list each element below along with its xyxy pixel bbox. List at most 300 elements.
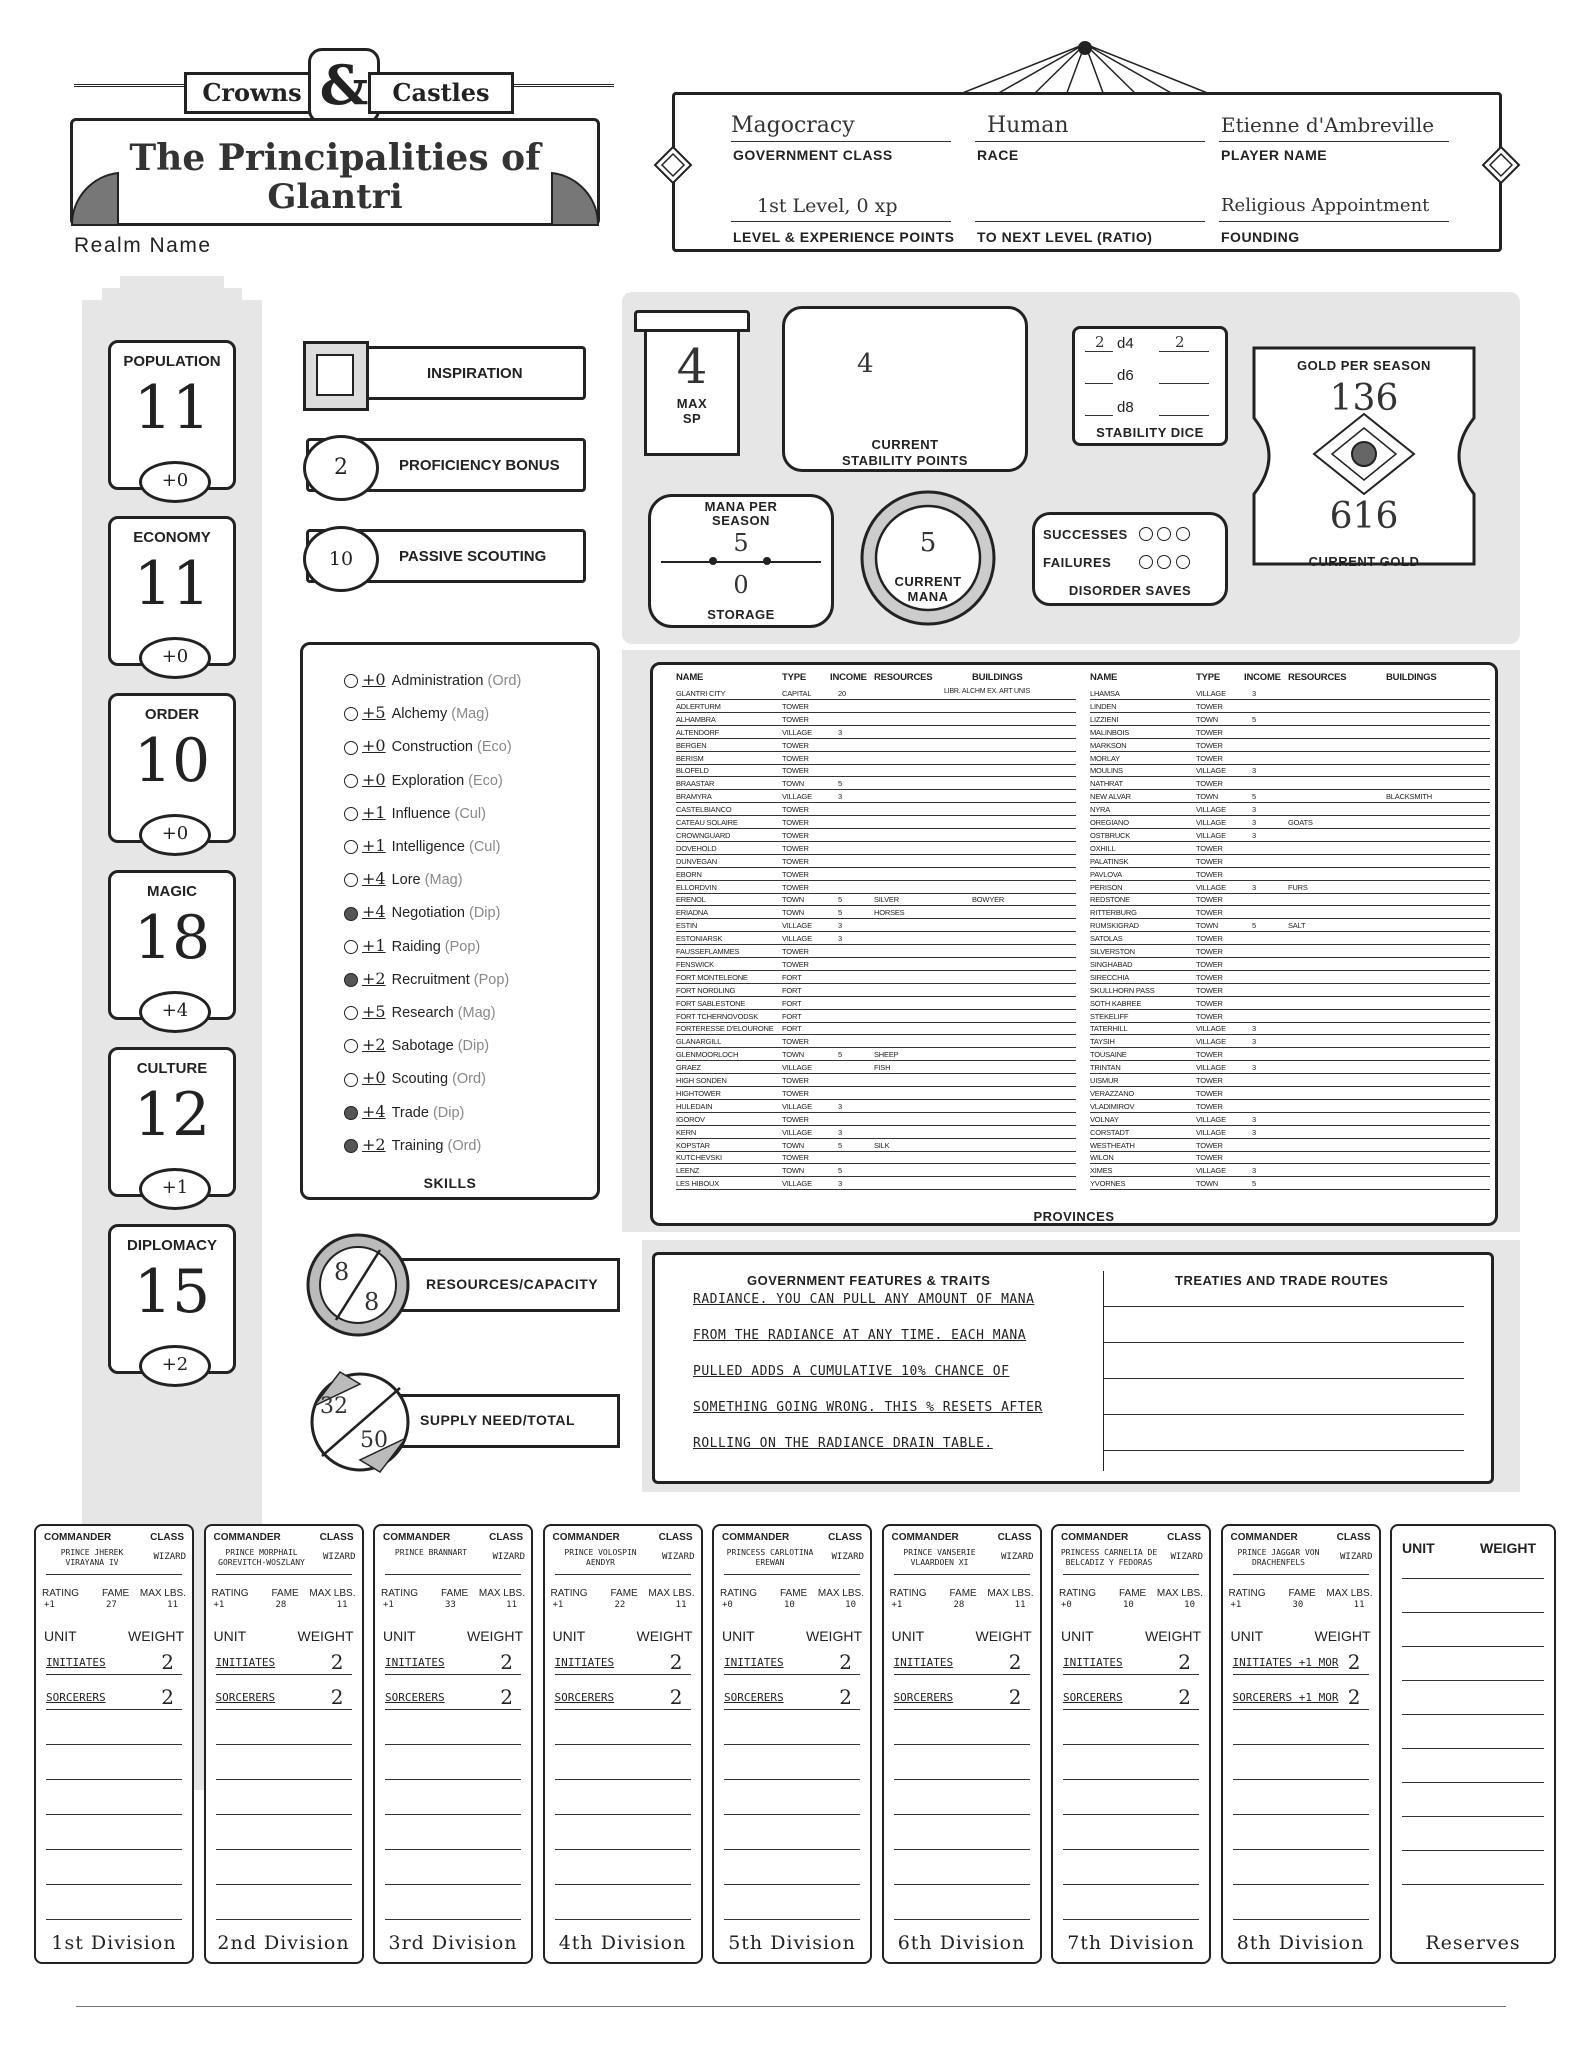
unit-1-name[interactable]: INITIATES bbox=[724, 1656, 784, 1669]
unit-2-name[interactable]: SORCERERS bbox=[893, 1691, 954, 1704]
province-cell[interactable]: 3 bbox=[838, 1127, 842, 1137]
province-cell[interactable]: TOWER bbox=[1196, 1101, 1223, 1111]
province-cell[interactable]: SHEEP bbox=[874, 1050, 899, 1060]
unit-2-weight[interactable]: 2 bbox=[161, 1685, 174, 1709]
province-cell[interactable]: TOWER bbox=[1196, 779, 1223, 789]
province-cell[interactable]: 3 bbox=[838, 1101, 842, 1111]
stat-order-mod[interactable]: +0 bbox=[139, 814, 211, 856]
province-row[interactable] bbox=[676, 714, 1076, 726]
province-cell[interactable]: TOWER bbox=[1196, 1050, 1223, 1060]
province-row[interactable] bbox=[1090, 998, 1490, 1010]
commander-class[interactable]: WIZARD bbox=[492, 1552, 525, 1562]
unit-2-name[interactable]: SORCERERS bbox=[46, 1691, 106, 1704]
province-cell[interactable]: ELLORDVIN bbox=[676, 882, 717, 892]
province-row[interactable] bbox=[1090, 1088, 1490, 1100]
province-row[interactable] bbox=[676, 791, 1076, 803]
skill-row[interactable] bbox=[344, 670, 521, 689]
proficiency-field[interactable]: 2 PROFICIENCY BONUS bbox=[306, 438, 586, 492]
province-cell[interactable]: 3 bbox=[1252, 1024, 1256, 1034]
province-cell[interactable]: LEENZ bbox=[676, 1166, 700, 1176]
province-row[interactable] bbox=[1090, 882, 1490, 894]
province-row[interactable] bbox=[1090, 1023, 1490, 1035]
province-cell[interactable]: TOWER bbox=[1196, 947, 1223, 956]
reserve-line[interactable] bbox=[1402, 1646, 1544, 1647]
player-name-value[interactable]: Etienne d'Ambreville bbox=[1221, 113, 1435, 137]
unit-1-weight[interactable]: 2 bbox=[330, 1650, 344, 1674]
division-box[interactable]: COMMANDER CLASS PRINCE JAGGAR VON DRACHENFELS WIZARD RATING FAME MAX LBS. +1 30 11 UNIT WEIGHT INITIATES +1 MOR 2 SORCERERS +1 MOR 2 8th Division bbox=[1221, 1524, 1381, 1964]
province-row[interactable] bbox=[1090, 804, 1490, 816]
province-cell[interactable]: GLANARGILL bbox=[676, 1037, 722, 1047]
province-row[interactable] bbox=[676, 869, 1076, 881]
skill-row[interactable] bbox=[344, 969, 509, 988]
province-cell[interactable]: TOWER bbox=[782, 843, 809, 853]
province-cell[interactable]: TOWER bbox=[782, 753, 809, 763]
province-cell[interactable]: 3 bbox=[1252, 1166, 1256, 1176]
skill-mod[interactable]: +1 bbox=[362, 836, 386, 855]
unit-2-weight[interactable]: 2 bbox=[669, 1685, 683, 1709]
province-cell[interactable]: LINDEN bbox=[1090, 701, 1117, 711]
fame-value[interactable]: 22 bbox=[614, 1600, 626, 1610]
maxlbs-value[interactable]: 10 bbox=[845, 1600, 856, 1610]
maxlbs-value[interactable]: 11 bbox=[1353, 1600, 1365, 1610]
supply-field[interactable]: SUPPLY NEED/TOTAL 32 50 bbox=[300, 1366, 624, 1476]
province-cell[interactable]: BLOFELD bbox=[676, 766, 709, 776]
province-row[interactable] bbox=[676, 727, 1076, 739]
resources-value[interactable]: 8 bbox=[334, 1258, 350, 1286]
province-row[interactable] bbox=[676, 856, 1076, 868]
rating-value[interactable]: +0 bbox=[722, 1600, 733, 1610]
province-cell[interactable]: TOWN bbox=[1196, 792, 1218, 802]
province-cell[interactable]: CROWNGUARD bbox=[676, 830, 731, 840]
province-row[interactable] bbox=[1090, 791, 1490, 803]
division-box[interactable]: COMMANDER CLASS PRINCE VANSERIE VLAARDOEN XI WIZARD RATING FAME MAX LBS. +1 28 11 UNIT WEIGHT INITIATES 2 SORCERERS 2 6th Division bbox=[882, 1524, 1042, 1964]
province-cell[interactable]: TOWER bbox=[1196, 985, 1223, 995]
commander-name[interactable]: PRINCE VANSERIE VLAARDOEN XI bbox=[903, 1548, 976, 1567]
unit-1-name[interactable]: INITIATES bbox=[385, 1656, 445, 1669]
skill-mod[interactable]: +0 bbox=[362, 1068, 386, 1088]
division-box[interactable]: COMMANDER CLASS PRINCE JHEREK VIRAYANA IV WIZARD RATING FAME MAX LBS. +1 27 11 UNIT WEIGHT INITIATES 2 SORCERERS 2 1st Division bbox=[34, 1524, 194, 1964]
province-row[interactable] bbox=[1090, 1049, 1490, 1061]
maxlbs-value[interactable]: 11 bbox=[167, 1600, 178, 1610]
province-cell[interactable]: TOWER bbox=[782, 947, 809, 956]
commander-name[interactable]: PRINCE VOLOSPIN AENDYR bbox=[564, 1548, 637, 1567]
proficiency-dot-icon[interactable] bbox=[344, 774, 358, 788]
proficiency-dot-icon[interactable] bbox=[344, 873, 358, 887]
province-row[interactable] bbox=[676, 1088, 1076, 1100]
unit-2-name[interactable]: SORCERERS bbox=[1063, 1691, 1123, 1704]
skill-mod[interactable]: +2 bbox=[362, 1035, 386, 1055]
proficiency-dot-icon[interactable] bbox=[344, 1106, 358, 1120]
gov-feature-line-5[interactable]: ROLLING ON THE RADIANCE DRAIN TABLE. bbox=[693, 1436, 993, 1451]
province-cell[interactable]: EBORN bbox=[676, 869, 702, 879]
skill-row[interactable] bbox=[344, 770, 503, 789]
skill-row[interactable] bbox=[344, 1135, 481, 1154]
reserve-line[interactable] bbox=[1402, 1850, 1544, 1851]
province-cell[interactable]: TRINTAN bbox=[1090, 1063, 1121, 1073]
current-mana-value[interactable]: 5 bbox=[919, 528, 937, 558]
province-cell[interactable]: TOWER bbox=[782, 714, 809, 724]
commander-class[interactable]: WIZARD bbox=[1170, 1552, 1203, 1562]
unit-2-name[interactable]: SORCERERS +1 MOR bbox=[1232, 1691, 1339, 1704]
stat-economy[interactable]: ECONOMY 11 +0 bbox=[108, 516, 236, 666]
province-row[interactable] bbox=[1090, 1127, 1490, 1139]
province-row[interactable] bbox=[1090, 920, 1490, 932]
province-cell[interactable]: 3 bbox=[1252, 1063, 1256, 1073]
stat-culture-value[interactable]: 12 bbox=[133, 1080, 211, 1150]
unit-1-name[interactable]: INITIATES bbox=[215, 1656, 276, 1669]
province-cell[interactable]: TOWN bbox=[782, 1140, 804, 1150]
province-cell[interactable]: KERN bbox=[676, 1127, 697, 1137]
province-cell[interactable]: TOWER bbox=[1196, 998, 1223, 1008]
province-row[interactable] bbox=[1090, 1101, 1490, 1113]
mana-storage-value[interactable]: 0 bbox=[733, 571, 749, 599]
rating-value[interactable]: +1 bbox=[891, 1600, 903, 1610]
province-row[interactable] bbox=[1090, 959, 1490, 971]
reserve-line[interactable] bbox=[1402, 1578, 1544, 1579]
province-row[interactable] bbox=[676, 985, 1076, 997]
province-cell[interactable]: 5 bbox=[1252, 1179, 1256, 1189]
province-cell[interactable]: 3 bbox=[838, 727, 842, 737]
province-cell[interactable]: TOWN bbox=[1196, 1179, 1218, 1189]
province-row[interactable] bbox=[1090, 856, 1490, 868]
province-cell[interactable]: 5 bbox=[838, 908, 842, 918]
province-cell[interactable]: BLACKSMITH bbox=[1386, 792, 1432, 802]
rating-value[interactable]: +1 bbox=[552, 1600, 564, 1610]
unit-1-weight[interactable]: 2 bbox=[1008, 1650, 1022, 1674]
stat-economy-value[interactable]: 11 bbox=[133, 549, 211, 619]
commander-class[interactable]: WIZARD bbox=[831, 1552, 864, 1562]
province-cell[interactable]: TOWER bbox=[1196, 727, 1223, 737]
division-box[interactable]: COMMANDER CLASS PRINCESS CARNELIA DE BELCADIZ Y FEDORAS WIZARD RATING FAME MAX LBS. +0 10 10 UNIT WEIGHT INITIATES 2 SORCERERS 2 7th Division bbox=[1051, 1524, 1211, 1964]
province-cell[interactable]: TOWN bbox=[1196, 714, 1218, 724]
province-cell[interactable]: VILLAGE bbox=[1196, 766, 1226, 776]
province-row[interactable] bbox=[676, 843, 1076, 855]
commander-name[interactable]: PRINCE JHEREK VIRAYANA IV bbox=[60, 1548, 124, 1567]
province-cell[interactable]: TOWER bbox=[1196, 843, 1223, 853]
province-cell[interactable]: WESTHEATH bbox=[1090, 1140, 1135, 1150]
province-cell[interactable]: 3 bbox=[1252, 818, 1256, 827]
province-cell[interactable]: BOWYER bbox=[972, 895, 1005, 905]
province-row[interactable] bbox=[676, 753, 1076, 765]
current-gold-value[interactable]: 616 bbox=[1329, 496, 1399, 537]
unit-1-weight[interactable]: 2 bbox=[1178, 1650, 1191, 1674]
province-row[interactable] bbox=[676, 804, 1076, 816]
province-cell[interactable]: FURS bbox=[1288, 882, 1308, 892]
maxlbs-value[interactable]: 11 bbox=[675, 1600, 687, 1610]
proficiency-dot-icon[interactable] bbox=[344, 1139, 358, 1153]
province-cell[interactable]: FORT TCHERNOVODSK bbox=[676, 1011, 759, 1021]
stat-magic[interactable]: MAGIC 18 +4 bbox=[108, 870, 236, 1020]
stat-order-value[interactable]: 10 bbox=[133, 726, 211, 796]
treaty-line[interactable] bbox=[1104, 1450, 1464, 1451]
province-cell[interactable]: FORTERESSE D'ELOURONE bbox=[676, 1024, 774, 1034]
skill-mod[interactable]: +4 bbox=[362, 902, 386, 922]
skill-mod[interactable]: +1 bbox=[362, 802, 386, 822]
province-row[interactable] bbox=[1090, 817, 1490, 829]
province-cell[interactable]: VILLAGE bbox=[1196, 882, 1226, 892]
skill-row[interactable] bbox=[344, 1068, 486, 1087]
province-cell[interactable]: TOWER bbox=[1196, 740, 1223, 750]
province-cell[interactable]: RUMSKIGRAD bbox=[1090, 921, 1139, 931]
province-cell[interactable]: TOWER bbox=[1196, 895, 1223, 905]
province-cell[interactable]: TAYSIH bbox=[1090, 1037, 1115, 1047]
stat-magic-value[interactable]: 18 bbox=[133, 903, 211, 973]
province-cell[interactable]: XIMES bbox=[1090, 1166, 1113, 1176]
province-cell[interactable]: YVORNES bbox=[1090, 1179, 1126, 1189]
treaty-line[interactable] bbox=[1104, 1378, 1464, 1379]
unit-1-weight[interactable]: 2 bbox=[161, 1650, 174, 1674]
province-cell[interactable]: VILLAGE bbox=[782, 934, 812, 944]
division-box[interactable]: COMMANDER CLASS PRINCESS CARLOTINA EREWAN WIZARD RATING FAME MAX LBS. +0 10 10 UNIT WEIGHT INITIATES 2 SORCERERS 2 5th Division bbox=[712, 1524, 872, 1964]
province-cell[interactable]: VILLAGE bbox=[782, 921, 812, 931]
province-row[interactable] bbox=[676, 1075, 1076, 1087]
proficiency-dot-icon[interactable] bbox=[344, 741, 358, 755]
fame-value[interactable]: 10 bbox=[1123, 1600, 1134, 1610]
commander-class[interactable]: WIZARD bbox=[322, 1552, 356, 1562]
province-cell[interactable]: UISMUR bbox=[1090, 1076, 1119, 1085]
dice-d4-total[interactable]: 2 bbox=[1175, 333, 1185, 351]
province-cell[interactable]: DUNVEGAN bbox=[676, 856, 717, 866]
rating-value[interactable]: +0 bbox=[1061, 1600, 1072, 1610]
rating-value[interactable]: +1 bbox=[1230, 1600, 1242, 1610]
rating-value[interactable]: +1 bbox=[383, 1600, 394, 1610]
rating-value[interactable]: +1 bbox=[213, 1600, 225, 1610]
gov-feature-line-1[interactable]: RADIANCE. YOU CAN PULL ANY AMOUNT OF MANA bbox=[693, 1292, 1035, 1307]
stat-diplomacy-mod[interactable]: +2 bbox=[139, 1345, 211, 1387]
inspiration-value[interactable] bbox=[316, 354, 354, 396]
province-cell[interactable]: BERISM bbox=[676, 753, 704, 763]
commander-class[interactable]: WIZARD bbox=[1339, 1552, 1373, 1562]
province-row[interactable] bbox=[676, 920, 1076, 932]
province-cell[interactable]: TOWN bbox=[782, 1166, 804, 1176]
province-cell[interactable]: FORT bbox=[782, 998, 802, 1008]
division-box[interactable]: COMMANDER CLASS PRINCE MORPHAIL GOREVITCH-WOSZLANY WIZARD RATING FAME MAX LBS. +1 28 11 UNIT WEIGHT INITIATES 2 SORCERERS 2 2nd Division bbox=[204, 1524, 364, 1964]
province-cell[interactable]: TOWN bbox=[782, 908, 804, 918]
province-cell[interactable]: NATHRAT bbox=[1090, 779, 1123, 789]
unit-2-weight[interactable]: 2 bbox=[1008, 1685, 1022, 1709]
province-cell[interactable]: FENSWICK bbox=[676, 959, 714, 969]
province-cell[interactable]: VILLAGE bbox=[782, 1101, 812, 1111]
commander-class[interactable]: WIZARD bbox=[1000, 1552, 1034, 1562]
province-cell[interactable]: REDSTONE bbox=[1090, 895, 1130, 905]
province-cell[interactable]: MORLAY bbox=[1090, 753, 1120, 763]
current-stability-value[interactable]: 4 bbox=[857, 349, 874, 379]
maxlbs-value[interactable]: 11 bbox=[336, 1600, 348, 1610]
province-cell[interactable]: PAVLOVA bbox=[1090, 869, 1122, 879]
province-cell[interactable]: IGOROV bbox=[676, 1114, 705, 1124]
province-cell[interactable]: TOWER bbox=[782, 1076, 809, 1085]
unit-1-weight[interactable]: 2 bbox=[839, 1650, 852, 1674]
province-cell[interactable]: TOUSAINE bbox=[1090, 1050, 1127, 1060]
province-cell[interactable]: 5 bbox=[838, 1140, 842, 1150]
skill-mod[interactable]: +1 bbox=[362, 935, 386, 955]
mana-box[interactable]: MANA PER SEASON 5 0 STORAGE bbox=[648, 494, 834, 628]
province-cell[interactable]: VERAZZANO bbox=[1090, 1088, 1135, 1098]
province-row[interactable] bbox=[1090, 701, 1490, 713]
skill-row[interactable] bbox=[344, 703, 489, 722]
province-cell[interactable]: VILLAGE bbox=[1196, 1024, 1226, 1034]
province-row[interactable] bbox=[676, 972, 1076, 984]
province-cell[interactable]: FORT MONTELEONE bbox=[676, 972, 748, 982]
province-cell[interactable]: FORT SABLESTONE bbox=[676, 998, 746, 1008]
province-row[interactable] bbox=[1090, 946, 1490, 958]
province-cell[interactable]: TOWN bbox=[782, 779, 804, 789]
province-row[interactable] bbox=[676, 933, 1076, 945]
province-cell[interactable]: 5 bbox=[838, 1050, 842, 1060]
province-cell[interactable]: TATERHILL bbox=[1090, 1024, 1128, 1034]
maxlbs-value[interactable]: 11 bbox=[1014, 1600, 1026, 1610]
province-cell[interactable]: TOWN bbox=[782, 1050, 804, 1060]
province-cell[interactable]: MALINBOIS bbox=[1090, 727, 1130, 737]
province-row[interactable] bbox=[1090, 1062, 1490, 1074]
province-cell[interactable]: TOWER bbox=[1196, 869, 1223, 879]
inspiration-field[interactable]: INSPIRATION bbox=[306, 346, 586, 400]
province-row[interactable] bbox=[676, 998, 1076, 1010]
province-cell[interactable]: HIGHTOWER bbox=[676, 1088, 721, 1098]
province-cell[interactable]: VILLAGE bbox=[1196, 1127, 1226, 1137]
province-cell[interactable]: PERISON bbox=[1090, 882, 1123, 892]
province-cell[interactable]: MARKSON bbox=[1090, 740, 1127, 750]
proficiency-dot-icon[interactable] bbox=[344, 973, 358, 987]
province-row[interactable] bbox=[1090, 753, 1490, 765]
province-row[interactable] bbox=[676, 778, 1076, 790]
treaty-line[interactable] bbox=[1104, 1414, 1464, 1415]
province-cell[interactable]: TOWER bbox=[782, 701, 809, 711]
proficiency-dot-icon[interactable] bbox=[344, 707, 358, 721]
province-cell[interactable]: TOWER bbox=[1196, 1153, 1223, 1163]
skill-row[interactable] bbox=[344, 803, 486, 822]
province-cell[interactable]: TOWER bbox=[782, 1088, 809, 1098]
commander-name[interactable]: PRINCESS CARNELIA DE BELCADIZ Y FEDORAS bbox=[1060, 1548, 1158, 1567]
skill-row[interactable] bbox=[344, 1035, 489, 1054]
province-row[interactable] bbox=[1090, 894, 1490, 906]
stat-magic-mod[interactable]: +4 bbox=[139, 991, 211, 1033]
province-cell[interactable]: CAPITAL bbox=[782, 689, 812, 698]
province-cell[interactable]: 3 bbox=[1252, 766, 1256, 776]
province-row[interactable] bbox=[676, 765, 1076, 777]
province-cell[interactable]: CATEAU SOLAIRE bbox=[676, 818, 738, 827]
province-cell[interactable]: NEW ALVAR bbox=[1090, 792, 1131, 802]
skill-row[interactable] bbox=[344, 736, 512, 755]
province-row[interactable] bbox=[676, 1114, 1076, 1126]
province-cell[interactable]: TOWER bbox=[1196, 908, 1223, 918]
province-cell[interactable]: VILLAGE bbox=[782, 1063, 812, 1073]
proficiency-dot-icon[interactable] bbox=[344, 674, 358, 688]
skill-mod[interactable]: +0 bbox=[362, 670, 386, 689]
province-row[interactable] bbox=[676, 1140, 1076, 1152]
unit-1-name[interactable]: INITIATES bbox=[554, 1656, 615, 1669]
province-row[interactable] bbox=[1090, 830, 1490, 842]
fame-value[interactable]: 27 bbox=[106, 1600, 117, 1610]
stat-population-mod[interactable]: +0 bbox=[139, 461, 211, 503]
skill-row[interactable] bbox=[344, 869, 463, 888]
commander-name[interactable]: PRINCESS CARLOTINA EREWAN bbox=[726, 1548, 814, 1567]
province-cell[interactable]: OSTBRUCK bbox=[1090, 830, 1131, 840]
province-cell[interactable]: 5 bbox=[838, 1166, 842, 1176]
unit-1-name[interactable]: INITIATES bbox=[46, 1656, 106, 1669]
province-row[interactable] bbox=[1090, 907, 1490, 919]
province-cell[interactable]: CASTELBIANCO bbox=[676, 805, 732, 815]
stat-population[interactable]: POPULATION 11 +0 bbox=[108, 340, 236, 490]
reserve-line[interactable] bbox=[1402, 1782, 1544, 1783]
reserve-line[interactable] bbox=[1402, 1714, 1544, 1715]
province-cell[interactable]: VLADIMIROV bbox=[1090, 1101, 1135, 1111]
province-row[interactable] bbox=[1090, 972, 1490, 984]
unit-1-weight[interactable]: 2 bbox=[1347, 1650, 1361, 1674]
province-row[interactable] bbox=[676, 688, 1076, 700]
disorder-saves-box[interactable]: SUCCESSES FAILURES DISORDER SAVES bbox=[1032, 512, 1228, 606]
province-cell[interactable]: FORT bbox=[782, 985, 802, 995]
stat-order[interactable]: ORDER 10 +0 bbox=[108, 693, 236, 843]
province-cell[interactable]: 3 bbox=[1252, 1037, 1256, 1047]
province-cell[interactable]: TOWER bbox=[782, 830, 809, 840]
treaty-line[interactable] bbox=[1104, 1306, 1464, 1307]
unit-2-weight[interactable]: 2 bbox=[330, 1685, 344, 1709]
gov-feature-line-3[interactable]: PULLED ADDS A CUMULATIVE 10% CHANCE OF bbox=[693, 1364, 1010, 1379]
province-row[interactable] bbox=[1090, 727, 1490, 739]
province-cell[interactable]: SINGHABAD bbox=[1090, 959, 1133, 969]
failure-checkboxes[interactable] bbox=[1139, 555, 1190, 574]
province-cell[interactable]: TOWER bbox=[782, 882, 809, 892]
division-box[interactable]: COMMANDER CLASS PRINCE BRANNART WIZARD RATING FAME MAX LBS. +1 33 11 UNIT WEIGHT INITIATES 2 SORCERERS 2 3rd Division bbox=[373, 1524, 533, 1964]
proficiency-dot-icon[interactable] bbox=[344, 1073, 358, 1087]
province-cell[interactable]: PALATINSK bbox=[1090, 856, 1129, 866]
province-row[interactable] bbox=[676, 1023, 1076, 1035]
capacity-value[interactable]: 8 bbox=[364, 1288, 380, 1316]
race-value[interactable]: Human bbox=[987, 113, 1069, 138]
province-cell[interactable]: SILVERSTON bbox=[1090, 947, 1135, 956]
province-row[interactable] bbox=[676, 1049, 1076, 1061]
proficiency-dot-icon[interactable] bbox=[344, 1006, 358, 1020]
reserve-line[interactable] bbox=[1402, 1884, 1544, 1885]
province-cell[interactable]: SILVER bbox=[874, 895, 899, 905]
province-cell[interactable]: RITTERBURG bbox=[1090, 908, 1137, 918]
province-cell[interactable]: TOWER bbox=[1196, 1076, 1223, 1085]
province-row[interactable] bbox=[1090, 1011, 1490, 1023]
province-cell[interactable]: SILK bbox=[874, 1140, 890, 1150]
skill-row[interactable] bbox=[344, 836, 500, 855]
province-cell[interactable]: ESTIN bbox=[676, 921, 698, 931]
province-cell[interactable]: TOWN bbox=[782, 895, 804, 905]
proficiency-value[interactable]: 2 bbox=[303, 435, 379, 501]
province-row[interactable] bbox=[1090, 1114, 1490, 1126]
province-cell[interactable]: VILLAGE bbox=[1196, 1166, 1226, 1176]
province-cell[interactable]: ESTONIARSK bbox=[676, 934, 723, 944]
province-cell[interactable]: NYRA bbox=[1090, 805, 1111, 815]
province-cell[interactable]: VILLAGE bbox=[1196, 818, 1226, 827]
province-cell[interactable]: 3 bbox=[1252, 830, 1256, 840]
province-cell[interactable]: TOWER bbox=[782, 818, 809, 827]
skill-mod[interactable]: +2 bbox=[362, 1134, 386, 1154]
resources-field[interactable]: RESOURCES/CAPACITY 8 8 bbox=[300, 1230, 624, 1340]
province-cell[interactable]: VILLAGE bbox=[1196, 1063, 1226, 1073]
province-row[interactable] bbox=[676, 830, 1076, 842]
province-cell[interactable]: VILLAGE bbox=[782, 1179, 812, 1189]
skill-row[interactable] bbox=[344, 936, 480, 955]
fame-value[interactable]: 30 bbox=[1292, 1600, 1304, 1610]
province-cell[interactable]: VILLAGE bbox=[1196, 830, 1226, 840]
province-row[interactable] bbox=[676, 882, 1076, 894]
unit-1-weight[interactable]: 2 bbox=[500, 1650, 513, 1674]
unit-2-weight[interactable]: 2 bbox=[839, 1685, 852, 1709]
unit-1-name[interactable]: INITIATES +1 MOR bbox=[1232, 1656, 1339, 1669]
skill-mod[interactable]: +0 bbox=[362, 769, 386, 789]
province-row[interactable] bbox=[676, 946, 1076, 958]
province-row[interactable] bbox=[1090, 1178, 1490, 1190]
current-stability-box[interactable]: 4 CURRENT STABILITY POINTS bbox=[782, 306, 1028, 472]
province-cell[interactable]: BRAMYRA bbox=[676, 792, 712, 802]
province-cell[interactable]: VILLAGE bbox=[782, 727, 812, 737]
